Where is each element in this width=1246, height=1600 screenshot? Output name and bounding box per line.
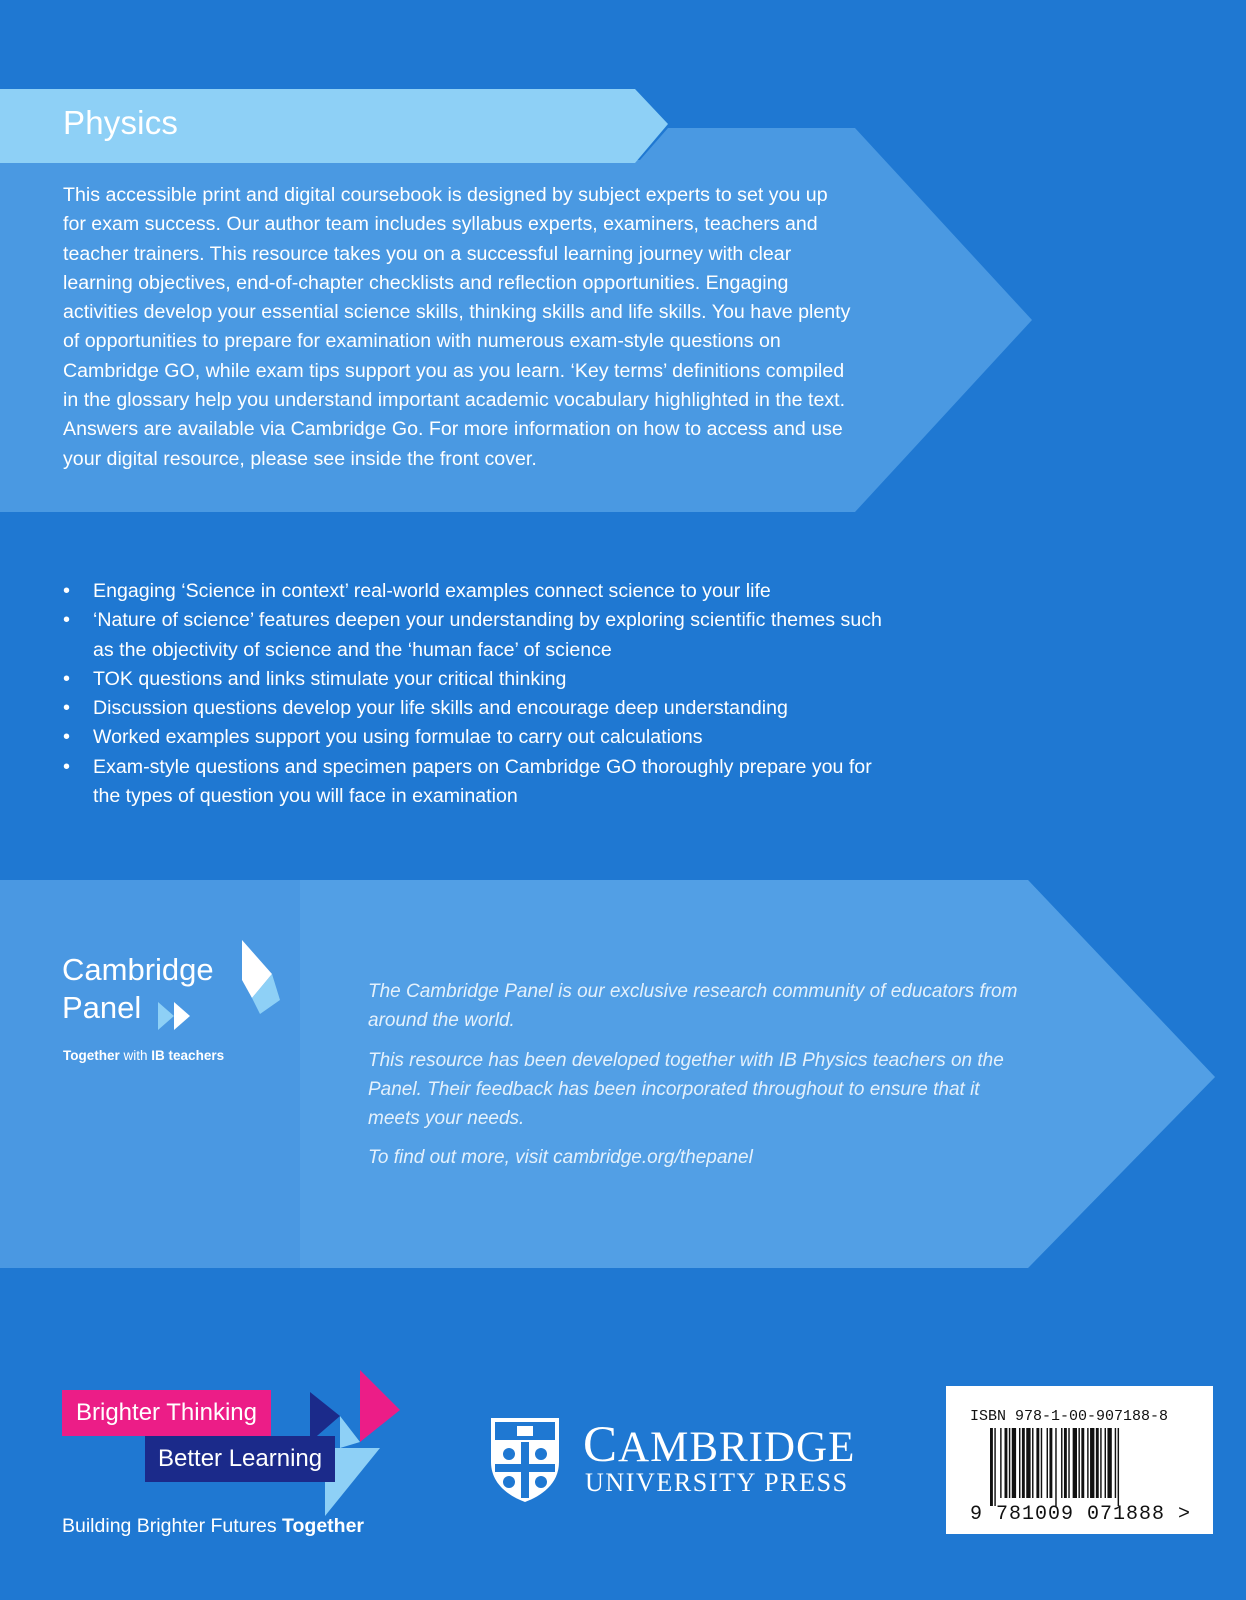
barcode-bar bbox=[1036, 1428, 1039, 1498]
panel-paragraph: This resource has been developed together with IB Physics teachers on the Panel. Their feedback has been incorporated throughout to ensure that it meets your needs. bbox=[368, 1049, 1004, 1130]
barcode-bar bbox=[1019, 1428, 1020, 1498]
barcode-bar bbox=[1078, 1428, 1079, 1498]
cambridge-university-press-logo bbox=[487, 1412, 907, 1502]
barcode-bar bbox=[1009, 1428, 1010, 1498]
barcode-bar bbox=[1081, 1428, 1084, 1498]
barcode-bar bbox=[1073, 1428, 1077, 1498]
barcode-bar bbox=[1105, 1428, 1106, 1498]
barcode-bar bbox=[1096, 1428, 1099, 1498]
barcode-bar bbox=[1100, 1428, 1101, 1498]
publisher-name: CAMBRIDGE bbox=[583, 1417, 856, 1473]
barcode-image bbox=[990, 1428, 1180, 1506]
page-title: Physics bbox=[63, 104, 179, 141]
barcode-bar bbox=[1012, 1428, 1016, 1498]
cambridge-panel-logo bbox=[62, 952, 302, 1072]
barcode-bar bbox=[1115, 1428, 1116, 1498]
panel-description bbox=[368, 977, 1028, 1183]
brighter-futures-tagline: Building Brighter Futures Together bbox=[62, 1515, 365, 1537]
panel-paragraph: The Cambridge Panel is our exclusive research community of educators from around the world. bbox=[368, 981, 1018, 1032]
list-item: • Worked examples support you using formulae to carry out calculations bbox=[63, 723, 893, 752]
barcode-bar bbox=[1064, 1428, 1067, 1498]
panel-arrows-icon bbox=[152, 940, 292, 1030]
barcode-bar bbox=[1068, 1428, 1069, 1498]
list-item: • TOK questions and links stimulate your critical thinking bbox=[63, 665, 893, 694]
barcode-bar bbox=[1047, 1428, 1048, 1498]
isbn-barcode-box bbox=[946, 1386, 1213, 1534]
panel-logo-line2: Panel bbox=[62, 990, 142, 1025]
crest-icon bbox=[487, 1412, 563, 1502]
barcode-bar bbox=[1087, 1428, 1088, 1498]
barcode-bar bbox=[1032, 1428, 1033, 1498]
barcode-bar bbox=[994, 1428, 995, 1506]
barcode-bar bbox=[1118, 1428, 1119, 1506]
better-learning-label: Better Learning bbox=[145, 1436, 335, 1482]
barcode-bar bbox=[1049, 1428, 1052, 1498]
barcode-bar bbox=[1026, 1428, 1030, 1498]
description-paragraph: This accessible print and digital coursebook is designed by subject experts to set you up for exam success. Our author team includes syllabus experts, examiners, teachers and teacher trainers. This resource takes you on a successful learning journey with clear learning objectives, end-of-chapter checklists and reflection opportunities. Engaging activities develop your essential science skills, thinking skills and life skills. You have plenty of opportunities to prepare for examination with numerous exam-style questions on Cambridge GO, while exam tips support you as you learn. ‘Key terms’ definitions compiled in the glossary help you understand important academic vocabulary highlighted in the text. Answers are available via Cambridge Go. For more information on how to access and use your digital resource, please see inside the front cover. bbox=[63, 184, 851, 470]
publisher-subtitle: UNIVERSITY PRESS bbox=[585, 1468, 849, 1497]
barcode-bar bbox=[1000, 1428, 1001, 1498]
panel-link-text: To find out more, visit cambridge.org/thepanel bbox=[368, 1147, 753, 1169]
barcode-bar bbox=[1090, 1428, 1094, 1498]
panel-logo-line1: Cambridge bbox=[62, 952, 214, 987]
list-item: • Discussion questions develop your life skills and encourage deep understanding bbox=[63, 694, 893, 723]
list-item: • Engaging ‘Science in context’ real-world examples connect science to your life bbox=[63, 577, 893, 606]
isbn-label: ISBN 978-1-00-907188-8 bbox=[970, 1408, 1169, 1425]
isbn-digits: 9 781009 071888 > bbox=[970, 1503, 1192, 1526]
brighter-thinking-label: Brighter Thinking bbox=[62, 1390, 271, 1436]
list-item: • Exam-style questions and specimen papers on Cambridge GO thoroughly prepare you for the types of question you will face in examination bbox=[63, 753, 893, 812]
barcode-bar bbox=[1022, 1428, 1025, 1498]
panel-tagline: Together with IB teachers bbox=[63, 1048, 225, 1063]
barcode-bar bbox=[1041, 1428, 1042, 1498]
barcode-bar bbox=[1061, 1428, 1062, 1498]
list-item: • ‘Nature of science’ features deepen your understanding by exploring scientific themes such as the objectivity of science and the ‘human face’ of science bbox=[63, 606, 893, 665]
barcode-bar bbox=[990, 1428, 993, 1506]
feature-list bbox=[63, 577, 893, 811]
barcode-bar bbox=[1107, 1428, 1111, 1498]
barcode-bar bbox=[1005, 1428, 1008, 1498]
barcode-bar bbox=[1055, 1428, 1056, 1506]
